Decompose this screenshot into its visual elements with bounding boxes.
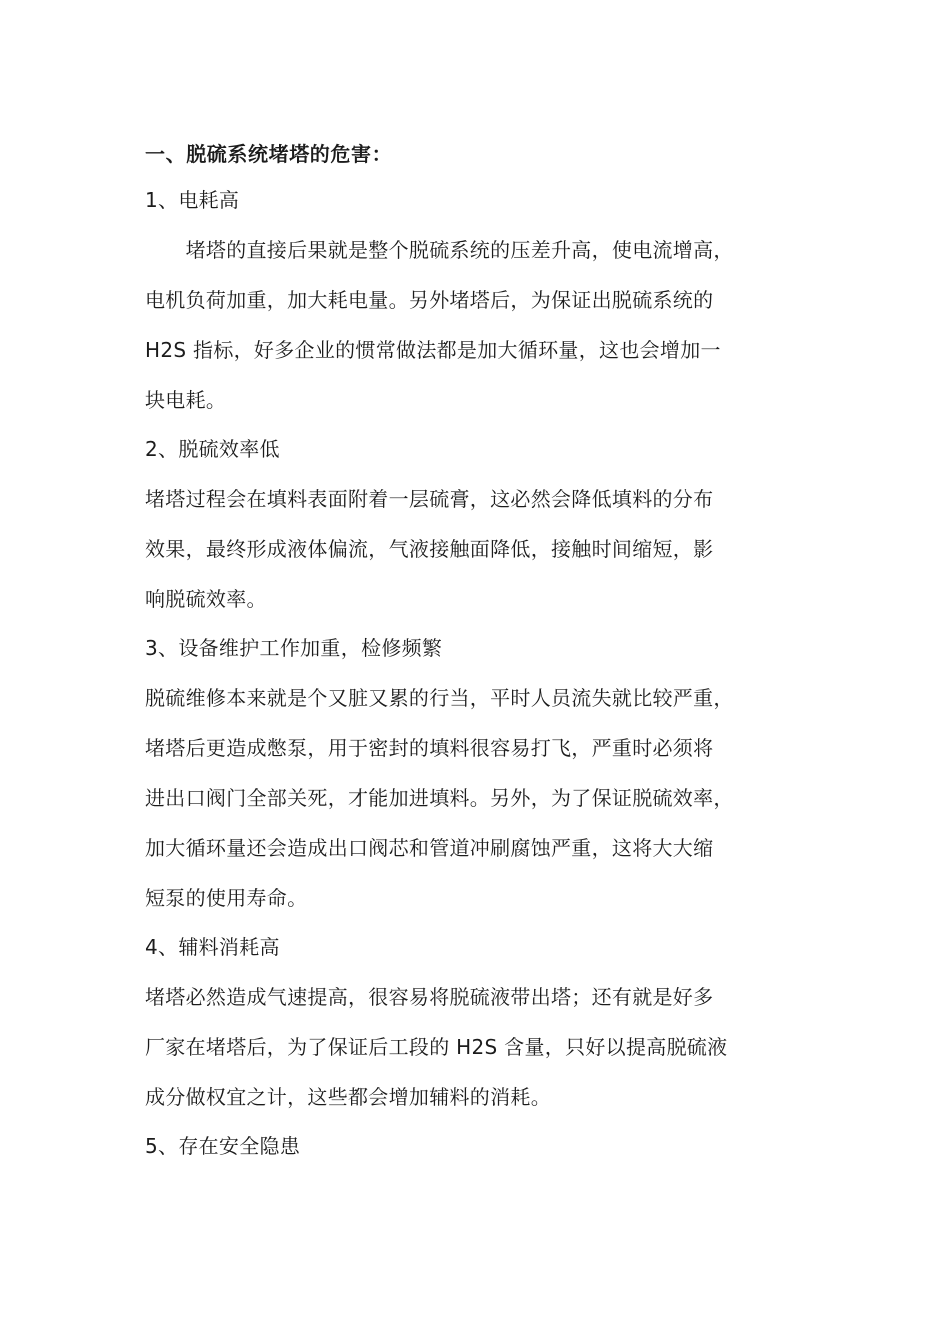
section-4-line-3: 成分做权宜之计，这些都会增加辅料的消耗。 xyxy=(145,1085,551,1109)
section-title-2: 2、脱硫效率低 xyxy=(145,437,280,461)
section-3-line-5: 短泵的使用寿命。 xyxy=(145,886,308,910)
section-title-1: 1、电耗高 xyxy=(145,188,240,212)
document-heading: 一、脱硫系统堵塔的危害： xyxy=(145,142,393,166)
section-title-3: 3、设备维护工作加重，检修频繁 xyxy=(145,636,443,660)
section-1-line-2: 电机负荷加重，加大耗电量。另外堵塔后，为保证出脱硫系统的 xyxy=(145,288,714,312)
section-2-line-3: 响脱硫效率。 xyxy=(145,587,267,611)
section-2-line-2: 效果，最终形成液体偏流，气液接触面降低，接触时间缩短，影 xyxy=(145,537,714,561)
section-1-line-3: H2S 指标，好多企业的惯常做法都是加大循环量，这也会增加一 xyxy=(145,338,721,362)
section-1-line-4: 块电耗。 xyxy=(145,388,227,412)
section-4-line-2: 厂家在堵塔后，为了保证后工段的 H2S 含量，只好以提高脱硫液 xyxy=(145,1035,728,1059)
section-3-line-3: 进出口阀门全部关死，才能加进填料。另外，为了保证脱硫效率， xyxy=(145,786,734,810)
section-title-4: 4、辅料消耗高 xyxy=(145,935,280,959)
section-title-5: 5、存在安全隐患 xyxy=(145,1134,301,1158)
section-2-line-1: 堵塔过程会在填料表面附着一层硫膏，这必然会降低填料的分布 xyxy=(145,487,714,511)
section-3-line-4: 加大循环量还会造成出口阀芯和管道冲刷腐蚀严重，这将大大缩 xyxy=(145,836,714,860)
section-1-line-1: 堵塔的直接后果就是整个脱硫系统的压差升高，使电流增高， xyxy=(145,238,734,262)
section-3-line-1: 脱硫维修本来就是个又脏又累的行当，平时人员流失就比较严重， xyxy=(145,686,734,710)
section-4-line-1: 堵塔必然造成气速提高，很容易将脱硫液带出塔；还有就是好多 xyxy=(145,985,714,1009)
section-3-line-2: 堵塔后更造成憋泵，用于密封的填料很容易打飞，严重时必须将 xyxy=(145,736,714,760)
